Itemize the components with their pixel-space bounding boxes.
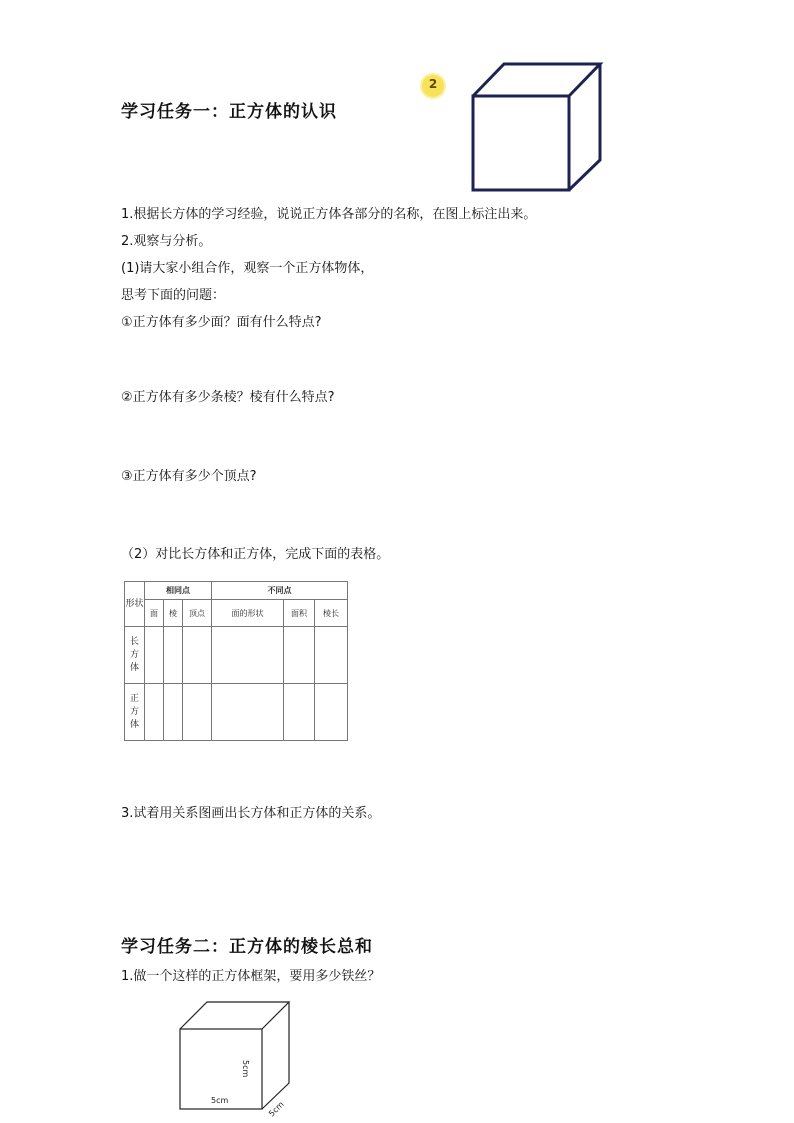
table-col-face: 面 [145, 600, 164, 627]
table-row-cuboid [125, 627, 145, 684]
item-2-2-compare: （2）对比长方体和正方体，完成下面的表格。 [121, 547, 390, 562]
table-cell[interactable] [212, 684, 284, 741]
item-1-label-parts: 1.根据长方体的学习经验，说说正方体各部分的名称，在图上标注出来。 [121, 207, 537, 222]
table-cell[interactable] [315, 684, 348, 741]
cube-diagram [466, 60, 606, 196]
table-col-area: 面积 [284, 600, 315, 627]
table-header-shape: 形状 [125, 582, 145, 627]
section2-title: 学习任务二：正方体的棱长总和 [121, 937, 373, 957]
table-col-edge: 棱 [164, 600, 183, 627]
table-cell[interactable] [212, 627, 284, 684]
question-vertices: ③正方体有多少个顶点? [121, 469, 257, 484]
cube-top-face [473, 64, 600, 96]
item-2-observe: 2.观察与分析。 [121, 234, 212, 249]
cube2-top-face [180, 1002, 289, 1029]
item-think-questions: 思考下面的问题： [121, 288, 226, 303]
badge-number: 2 [428, 77, 438, 91]
table-cell[interactable] [183, 627, 212, 684]
cube2-height-label: 5cm [241, 1060, 250, 1078]
question-edges: ②正方体有多少条棱？棱有什么特点? [121, 390, 335, 405]
cube2-side-face [262, 1002, 289, 1109]
table-row-cube [125, 684, 145, 741]
table-cell[interactable] [145, 627, 164, 684]
table-cell[interactable] [284, 627, 315, 684]
item-3-relation-diagram: 3.试着用关系图画出长方体和正方体的关系。 [121, 806, 381, 821]
cube-side-face [569, 64, 600, 190]
table-cell[interactable] [164, 627, 183, 684]
comparison-table [124, 581, 348, 741]
table-cell[interactable] [164, 684, 183, 741]
page-number-badge [422, 75, 444, 97]
question-wire-length: 1.做一个这样的正方体框架，要用多少铁丝？ [121, 969, 381, 984]
table-col-vertex: 顶点 [183, 600, 212, 627]
section1-title: 学习任务一：正方体的认识 [121, 102, 337, 122]
table-cell[interactable] [145, 684, 164, 741]
table-cell[interactable] [183, 684, 212, 741]
table-col-edge-length: 棱长 [315, 600, 348, 627]
cube-5cm-diagram [175, 998, 300, 1120]
table-row-cube-label: 正方体 [129, 693, 139, 730]
table-cell[interactable] [284, 684, 315, 741]
table-header-same: 相同点 [145, 582, 212, 600]
cube-front-face [473, 96, 569, 190]
table-col-face-shape: 面的形状 [212, 600, 284, 627]
item-2-1-group-work: (1)请大家小组合作，观察一个正方体物体， [121, 261, 374, 276]
question-faces: ①正方体有多少面？面有什么特点? [121, 315, 322, 330]
table-header-diff: 不同点 [212, 582, 348, 600]
cube2-depth-label: 5cm [267, 1099, 286, 1119]
cube2-width-label: 5cm [211, 1096, 229, 1105]
table-row-cuboid-label: 长方体 [129, 636, 139, 673]
table-cell[interactable] [315, 627, 348, 684]
